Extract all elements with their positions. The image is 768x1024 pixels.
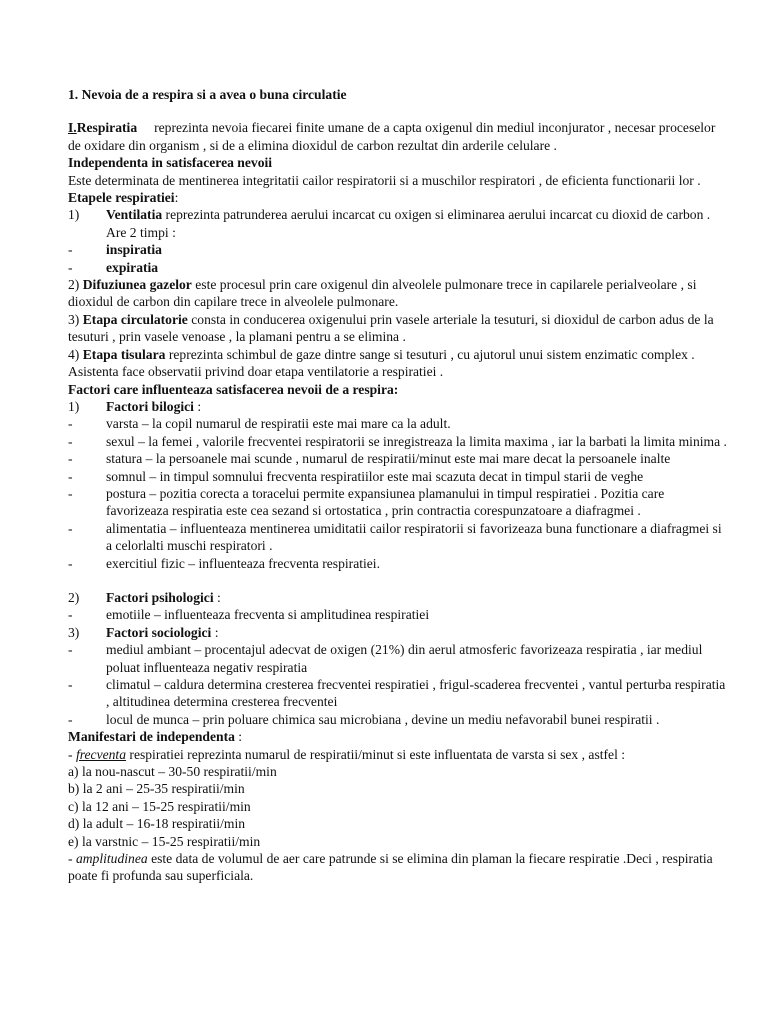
section-heading-respiratia: Respiratia [76,120,138,136]
list-number: 2) [68,277,80,293]
list-item: - mediul ambiant – procentajul adecvat de oxigen (21%) din aerul atmosferic favorizeaza respiratia , iar mediul poluat influenteaza negativ respiratia [68,641,728,676]
list-item: - varsta – la copil numarul de respiratii este mai mare ca la adult. [68,416,451,432]
etapa-3-heading: Etapa circulatorie [82,311,188,327]
frecventa-text: respiratiei reprezinta numarul de respiratii/minut si este influentata de varsta si sex , astfel : [126,746,626,762]
list-number: 4) [68,346,80,362]
list-item: - sexul – la femei , valorile frecventei respiratorii se inregistreaza la limita maxima , iar la barbati la limita minima . [68,433,727,449]
factor-text: climatul – caldura determina cresterea frecventei respiratiei , frigul-scaderea frecventei , vantul perturba respiratia , altitudinea determina cresterea frecventei [106,677,726,710]
list-item: - alimentatia – influenteaza mentinerea umiditatii cailor respiratorii si favorizeaza buna functionare a diafragmei si a celorlalti muschi respiratori . [68,520,728,555]
amplitudinea-text: este data de volumul de aer care patrunde si se elimina din plaman la fiecare respiratie .Deci , respiratia poate fi profunda sau superficiala. [68,851,713,884]
factor-text: postura – pozitia corecta a toracelui permite expansiunea plamanului in timpul respiratiei . Pozitia care favorizeaza respiratia este cea sezand si ortostatica , prin contractia corespunzatoare a diafragmei . [106,485,665,519]
heading-independenta: Independenta in satisfacerea nevoii [68,155,273,171]
factor-text: sexul – la femei , valorile frecventei respiratorii se inregistreaza la limita maxima , iar la barbati la limita minima . [106,433,727,449]
list-item: - locul de munca – prin poluare chimica sau microbiana , devine un mediu nefavorabil bunei respiratii . [68,711,660,727]
list-number: 2) [68,589,80,605]
timp-label: inspiratia [106,242,162,258]
factori-biologici-label: Factori bilogici [106,398,194,414]
factor-text: varsta – la copil numarul de respiratii este mai mare ca la adult. [106,416,451,432]
amplitudinea-paragraph: - amplitudinea este data de volumul de aer care patrunde si se elimina din plaman la fiecare respiratie .Deci , respiratia poate fi profunda sau superficiala. [68,851,713,884]
factor-text: somnul – in timpul somnului frecventa respiratiilor este mai scazuta decat in timpul starii de veghe [106,468,644,484]
heading-etape [68,189,728,206]
frecventa-paragraph: - frecventa respiratiei reprezinta numarul de respiratii/minut si este influentata de varsta si sex , astfel : [68,746,626,762]
factori-psihologici-heading: 2) Factori psihologici : [68,589,221,605]
heading-factori: Factori care influenteaza satisfacerea nevoii de a respira: [68,381,399,397]
heading-manifestari: Manifestari de independenta : [68,729,243,745]
list-item: - statura – la persoanele mai scunde , numarul de respiratii/minut este mai mare decat la persoanele inalte [68,451,671,467]
respiratia-definition [68,119,728,154]
value-line: a) la nou-nascut – 30-50 respiratii/min [68,764,277,780]
asistenta-note: Asistenta face observatii privind doar etapa ventilatorie a respiratiei . [68,364,444,380]
amplitudinea-term: amplitudinea [75,851,148,867]
list-number: 3) [68,311,80,327]
factor-text: mediul ambiant – procentajul adecvat de oxigen (21%) din aerul atmosferic favorizeaza respiratia , iar mediul poluat influenteaza negativ respiratia [106,642,703,675]
etapa-3-text: consta in conducerea oxigenului prin vasele arteriale la tesuturi, si dioxidul de carbon adus de la tesuturi , prin vasele venoase , la plamani pentru a se elimina . [68,311,714,345]
etapa-4-text: reprezinta schimbul de gaze dintre sange si tesuturi , cu ajutorul unui sistem enzimatic complex . [168,346,695,362]
etapa-1-heading: Ventilatia [106,207,163,223]
factor-text: exercitiul fizic – influenteaza frecventa respiratiei. [106,555,380,571]
list-number: 3) [68,624,80,640]
etapa-2-text: este procesul prin care oxigenul din alveolele pulmonare trece in capilarele perialveolare , si dioxidul de carbon din capilare trece in alveolele pulmonare. [68,277,697,310]
factor-text: locul de munca – prin poluare chimica sau microbiana , devine un mediu nefavorabil bunei respiratii . [106,711,660,727]
etapa-2 [68,276,728,311]
etapa-3 [68,311,728,346]
frecventa-term: frecventa [75,746,127,762]
factor-text: statura – la persoanele mai scunde , numarul de respiratii/minut este mai mare decat la persoanele inalte [106,451,671,467]
timp-inspiratia: - inspiratia [68,242,162,258]
value-line: d) la adult – 16-18 respiratii/min [68,816,246,832]
list-item: - postura – pozitia corecta a toracelui permite expansiunea plamanului in timpul respiratiei . Pozitia care favorizeaza respiratia este cea sezand si ortostatica , prin contractia corespunzatoare a diafragmei . [68,485,728,520]
etapa-1 [68,206,728,241]
section-number: I. [68,120,77,136]
paragraph-independenta: Este determinata de mentinerea integritatii cailor respiratorii si a muschilor respiratori , de eficienta functionarii lor . [68,172,701,188]
list-item: - emotiile – influenteaza frecventa si amplitudinea respiratiei [68,607,430,623]
etapa-1-text: reprezinta patrunderea aerului incarcat cu oxigen si eliminarea aerului incarcat cu dioxid de carbon . Are 2 timpi : [106,207,711,240]
document-body [68,86,728,885]
manifestari-heading-text: Manifestari de independenta [68,729,235,745]
factori-sociologici-heading: 3) Factori sociologici : [68,624,219,640]
etapa-2-heading: Difuziunea gazelor [82,277,192,293]
list-item: - exercitiul fizic – influenteaza frecventa respiratiei. [68,555,380,571]
list-number: 1) [68,398,80,414]
respiratia-text: reprezinta nevoia fiecarei finite umane de a capta oxigenul din mediul inconjurator , necesar proceselor de oxidare din organism , si de a elimina dioxidul de carbon rezultat din arderile celulare . [68,120,716,153]
list-item: - somnul – in timpul somnului frecventa respiratiilor este mai scazuta decat in timpul starii de veghe [68,468,644,484]
list-item: - climatul – caldura determina cresterea frecventei respiratiei , frigul-scaderea frecventei , vantul perturba respiratia , altitudinea determina cresterea frecventei [68,676,728,711]
factor-text: alimentatia – influenteaza mentinerea umiditatii cailor respiratorii si favorizeaza buna functionare a diafragmei si a celorlalti muschi respiratori . [106,520,722,554]
factori-sociologici-label: Factori sociologici [106,624,212,640]
etape-heading-colon: : [174,190,179,206]
etape-heading-text: Etapele respiratiei [68,190,175,206]
etapa-4 [68,346,728,363]
list-number: 1) [68,207,80,223]
value-line: e) la varstnic – 15-25 respiratii/min [68,833,261,849]
factori-psihologici-label: Factori psihologici [106,589,214,605]
timp-expiratia: - expiratia [68,259,159,275]
value-line: c) la 12 ani – 15-25 respiratii/min [68,798,251,814]
factor-text: emotiile – influenteaza frecventa si amplitudinea respiratiei [106,607,430,623]
document-title: 1. Nevoia de a respira si a avea o buna circulatie [68,87,347,102]
timp-label: expiratia [106,259,159,275]
value-line: b) la 2 ani – 25-35 respiratii/min [68,781,245,797]
etapa-4-heading: Etapa tisulara [82,346,166,362]
factori-biologici-heading: 1) Factori bilogici : [68,398,202,414]
